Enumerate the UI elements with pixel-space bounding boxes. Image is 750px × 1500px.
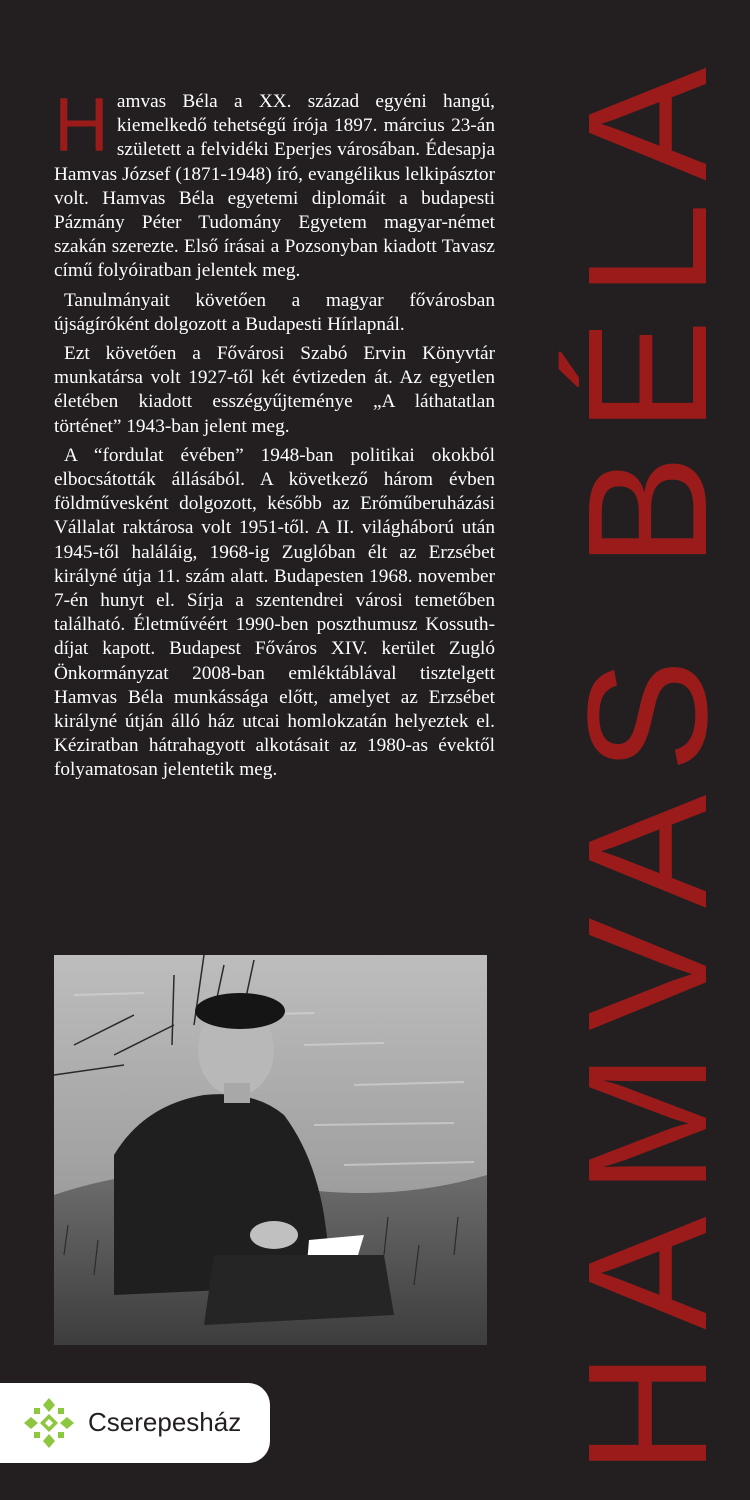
title-area <box>548 45 748 1475</box>
bio-paragraph-1 <box>54 83 495 284</box>
bio-paragraph-1-text: amvas Béla a XX. század egyéni hangú, kiemelkedő tehetségű írója 1897. március 23-án született a felvidéki Eperjes városában. Édesapja Hamvas József (1871-1948) író, evangélikus lelkipásztor volt. Hamvas Béla egyetemi diplomáit a budapesti Pázmány Péter Tudomány Egyetem magyar-német szakán szerezte. Első írásai a Pozsonyban kiadott Tavasz című folyóiratban jelentek meg. <box>54 91 495 282</box>
publisher-logo <box>0 1383 270 1463</box>
portrait-photo <box>54 955 487 1345</box>
bio-paragraph-3: Ezt követően a Fővárosi Szabó Ervin Könyvtár munkatársa volt 1927-től két évtizeden át. Az egyetlen életében kiadott esszégyűjteménye „A láthatatlan történet” 1943-ban jelent meg. <box>54 343 495 437</box>
drop-cap: H <box>54 83 109 168</box>
bio-paragraph-4: A “fordulat évében” 1948-ban politikai okokból elbocsátották állásából. A következő három évben földművesként dolgozott, később az Erőműberuházási Vállalat raktárosa volt 1951-től. A II. világháború után 1945-től haláláig, 1968-ig Zuglóban élt az Erzsébet királyné útja 11. szám alatt. Budapesten 1968. november 7-én hunyt el. Sírja a szentendrei városi temetőben található. Életművéért 1990-ben poszthumusz Kossuth-díjat kapott. Budapest Főváros XIV. kerület Zugló Önkormányzat 2008-ban emléktáblával tisztelgett Hamvas Béla munkássága előtt, amelyet az Erzsébet királyné útján álló ház utcai homlokzatán helyeztek el. Kéziratban hátrahagyott alkotásait az 1980-as évektől folyamatosan jelentetik meg. <box>54 444 495 781</box>
page-title: HAMVAS BÉLA <box>553 45 743 1475</box>
bio-paragraph-2: Tanulmányait követően a magyar fővárosban újságíróként dolgozott a Budapesti Hírlapnál. <box>54 289 495 335</box>
biography-text <box>54 83 495 788</box>
publisher-emblem-icon <box>22 1396 76 1450</box>
publisher-name: Cserepesház <box>88 1407 242 1437</box>
